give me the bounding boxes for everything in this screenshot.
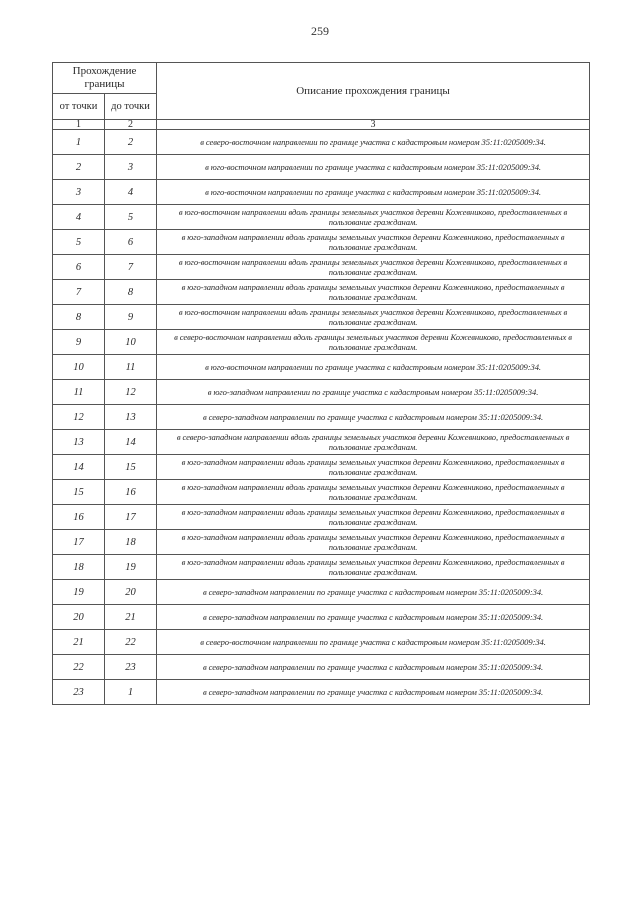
description-cell: в северо-восточном направлении по границе участка с кадастровым номером 35:11:0205009:34. (157, 130, 590, 155)
header-from-point: от точки (53, 94, 105, 120)
column-index-3: 3 (157, 120, 590, 130)
header-to-point: до точки (105, 94, 157, 120)
description-cell: в северо-западном направлении вдоль границы земельных участков деревни Кожевниково, предоставленных в пользование гражданам. (157, 430, 590, 455)
description-cell: в юго-восточном направлении по границе участка с кадастровым номером 35:11:0205009:34. (157, 155, 590, 180)
to-point-cell: 9 (105, 305, 157, 330)
from-point-cell: 14 (53, 455, 105, 480)
description-cell: в юго-западном направлении вдоль границы земельных участков деревни Кожевниково, предоставленных в пользование гражданам. (157, 480, 590, 505)
table-row (53, 680, 590, 705)
description-cell: в юго-западном направлении вдоль границы земельных участков деревни Кожевниково, предоставленных в пользование гражданам. (157, 555, 590, 580)
description-cell: в юго-восточном направлении вдоль границы земельных участков деревни Кожевниково, предоставленных в пользование гражданам. (157, 205, 590, 230)
from-point-cell: 11 (53, 380, 105, 405)
to-point-cell: 1 (105, 680, 157, 705)
from-point-cell: 18 (53, 555, 105, 580)
from-point-cell: 3 (53, 180, 105, 205)
column-index-row (53, 120, 590, 130)
from-point-cell: 21 (53, 630, 105, 655)
table-row (53, 180, 590, 205)
table-body (53, 130, 590, 705)
table-row (53, 330, 590, 355)
from-point-cell: 2 (53, 155, 105, 180)
to-point-cell: 12 (105, 380, 157, 405)
table-row (53, 630, 590, 655)
description-cell: в юго-восточном направлении по границе участка с кадастровым номером 35:11:0205009:34. (157, 355, 590, 380)
from-point-cell: 8 (53, 305, 105, 330)
from-point-cell: 22 (53, 655, 105, 680)
table-row (53, 355, 590, 380)
to-point-cell: 18 (105, 530, 157, 555)
description-cell: в юго-восточном направлении вдоль границы земельных участков деревни Кожевниково, предоставленных в пользование гражданам. (157, 255, 590, 280)
to-point-cell: 15 (105, 455, 157, 480)
from-point-cell: 1 (53, 130, 105, 155)
to-point-cell: 22 (105, 630, 157, 655)
description-cell: в юго-западном направлении вдоль границы земельных участков деревни Кожевниково, предоставленных в пользование гражданам. (157, 280, 590, 305)
table-row (53, 580, 590, 605)
to-point-cell: 5 (105, 205, 157, 230)
to-point-cell: 2 (105, 130, 157, 155)
description-cell: в северо-западном направлении по границе участка с кадастровым номером 35:11:0205009:34. (157, 580, 590, 605)
from-point-cell: 19 (53, 580, 105, 605)
description-cell: в юго-западном направлении вдоль границы земельных участков деревни Кожевниково, предоставленных в пользование гражданам. (157, 505, 590, 530)
header-description: Описание прохождения границы (157, 63, 590, 120)
description-cell: в северо-восточном направлении вдоль границы земельных участков деревни Кожевниково, предоставленных в пользование гражданам. (157, 330, 590, 355)
table-row (53, 655, 590, 680)
header-boundary-passage: Прохождение границы (53, 63, 157, 94)
table-row (53, 380, 590, 405)
table-row (53, 505, 590, 530)
from-point-cell: 13 (53, 430, 105, 455)
table-row (53, 455, 590, 480)
description-cell: в северо-западном направлении по границе участка с кадастровым номером 35:11:0205009:34. (157, 405, 590, 430)
table-row (53, 405, 590, 430)
description-cell: в юго-восточном направлении вдоль границы земельных участков деревни Кожевниково, предоставленных в пользование гражданам. (157, 305, 590, 330)
to-point-cell: 4 (105, 180, 157, 205)
from-point-cell: 12 (53, 405, 105, 430)
description-cell: в юго-западном направлении вдоль границы земельных участков деревни Кожевниково, предоставленных в пользование гражданам. (157, 530, 590, 555)
table-row (53, 605, 590, 630)
to-point-cell: 14 (105, 430, 157, 455)
to-point-cell: 7 (105, 255, 157, 280)
table-header (53, 63, 590, 130)
from-point-cell: 9 (53, 330, 105, 355)
description-cell: в северо-восточном направлении по границе участка с кадастровым номером 35:11:0205009:34. (157, 630, 590, 655)
from-point-cell: 23 (53, 680, 105, 705)
description-cell: в северо-западном направлении по границе участка с кадастровым номером 35:11:0205009:34. (157, 655, 590, 680)
from-point-cell: 5 (53, 230, 105, 255)
to-point-cell: 21 (105, 605, 157, 630)
table-row (53, 280, 590, 305)
page-number: 259 (311, 24, 329, 38)
to-point-cell: 19 (105, 555, 157, 580)
table-row (53, 305, 590, 330)
column-index-2: 2 (105, 120, 157, 130)
table-row (53, 480, 590, 505)
description-cell: в северо-западном направлении по границе участка с кадастровым номером 35:11:0205009:34. (157, 605, 590, 630)
table-row (53, 555, 590, 580)
description-cell: в юго-восточном направлении по границе участка с кадастровым номером 35:11:0205009:34. (157, 180, 590, 205)
to-point-cell: 3 (105, 155, 157, 180)
description-cell: в юго-западном направлении по границе участка с кадастровым номером 35:11:0205009:34. (157, 380, 590, 405)
from-point-cell: 20 (53, 605, 105, 630)
description-cell: в северо-западном направлении по границе участка с кадастровым номером 35:11:0205009:34. (157, 680, 590, 705)
to-point-cell: 6 (105, 230, 157, 255)
table-row (53, 255, 590, 280)
to-point-cell: 10 (105, 330, 157, 355)
to-point-cell: 16 (105, 480, 157, 505)
from-point-cell: 6 (53, 255, 105, 280)
table-row (53, 130, 590, 155)
to-point-cell: 13 (105, 405, 157, 430)
from-point-cell: 10 (53, 355, 105, 380)
from-point-cell: 17 (53, 530, 105, 555)
to-point-cell: 11 (105, 355, 157, 380)
from-point-cell: 7 (53, 280, 105, 305)
from-point-cell: 4 (53, 205, 105, 230)
description-cell: в юго-западном направлении вдоль границы земельных участков деревни Кожевниково, предоставленных в пользование гражданам. (157, 455, 590, 480)
column-index-1: 1 (53, 120, 105, 130)
from-point-cell: 16 (53, 505, 105, 530)
description-cell: в юго-западном направлении вдоль границы земельных участков деревни Кожевниково, предоставленных в пользование гражданам. (157, 230, 590, 255)
table-row (53, 430, 590, 455)
table-row (53, 155, 590, 180)
to-point-cell: 8 (105, 280, 157, 305)
table-row (53, 205, 590, 230)
from-point-cell: 15 (53, 480, 105, 505)
to-point-cell: 23 (105, 655, 157, 680)
to-point-cell: 20 (105, 580, 157, 605)
table-row (53, 230, 590, 255)
boundary-table (52, 62, 590, 705)
table-row (53, 530, 590, 555)
to-point-cell: 17 (105, 505, 157, 530)
